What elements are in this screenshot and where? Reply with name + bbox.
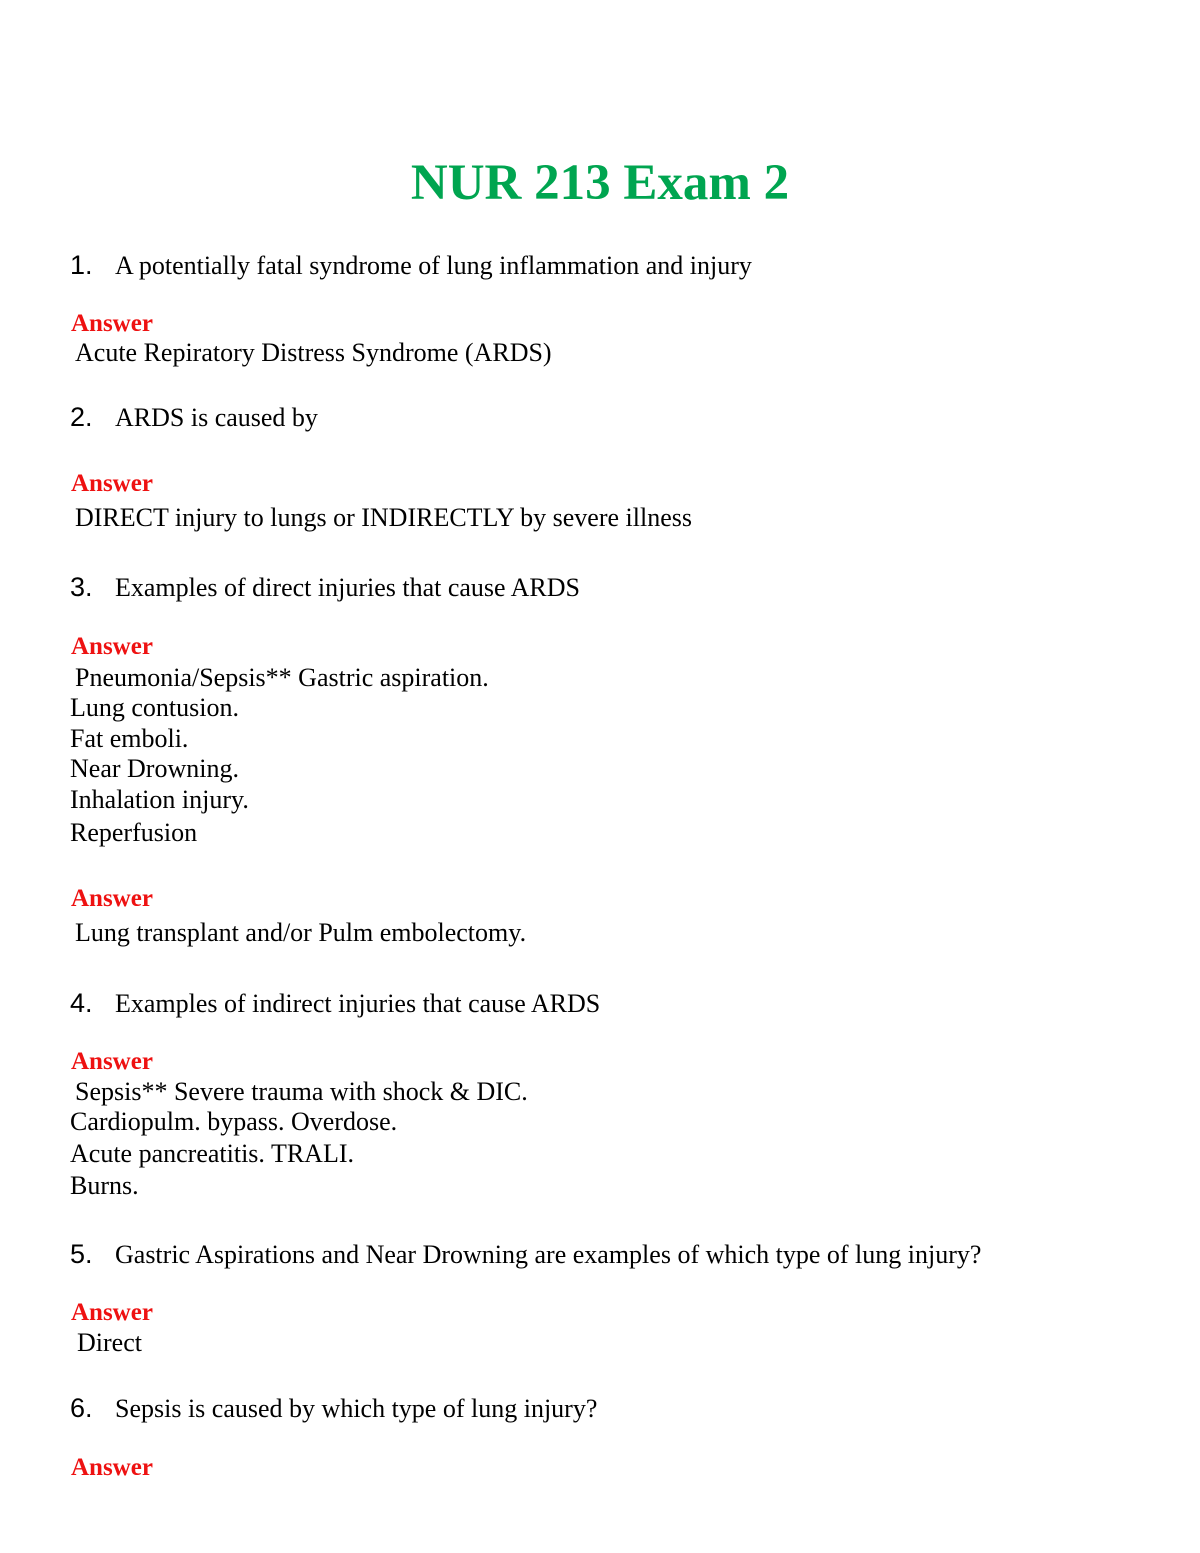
answer-text: Reperfusion (70, 818, 198, 847)
answer-label: Answer (71, 1048, 153, 1075)
answer-text: Cardiopulm. bypass. Overdose. (70, 1107, 398, 1136)
question-1 (70, 248, 752, 282)
answer-text: Lung transplant and/or Pulm embolectomy. (75, 918, 527, 947)
answer-label: Answer (71, 885, 153, 912)
answer-label: Answer (71, 310, 153, 337)
answer-text: Pneumonia/Sepsis** Gastric aspiration. (75, 663, 489, 692)
question-text: A potentially fatal syndrome of lung inflammation and injury (115, 251, 752, 280)
question-number: 3. (70, 572, 93, 602)
answer-label: Answer (71, 633, 153, 660)
question-number: 4. (70, 988, 93, 1018)
question-text: ARDS is caused by (115, 403, 318, 432)
question-text: Sepsis is caused by which type of lung injury? (115, 1394, 598, 1423)
question-text: Gastric Aspirations and Near Drowning are examples of which type of lung injury? (115, 1240, 982, 1269)
answer-text: Lung contusion. (70, 693, 239, 722)
answer-text: DIRECT injury to lungs or INDIRECTLY by severe illness (75, 503, 692, 532)
question-5 (70, 1237, 981, 1271)
question-4 (70, 986, 600, 1020)
question-text: Examples of direct injuries that cause ARDS (115, 573, 581, 602)
answer-label: Answer (71, 470, 153, 497)
question-2 (70, 400, 318, 434)
question-6 (70, 1391, 597, 1425)
document-title: NUR 213 Exam 2 (410, 155, 790, 211)
answer-text: Sepsis** Severe trauma with shock & DIC. (75, 1077, 528, 1106)
question-number: 6. (70, 1393, 93, 1423)
answer-text: Fat emboli. (70, 724, 189, 753)
answer-text: Near Drowning. (70, 754, 239, 783)
answer-text: Direct (77, 1328, 142, 1357)
question-number: 5. (70, 1239, 93, 1269)
answer-text: Acute Repiratory Distress Syndrome (ARDS) (75, 338, 552, 367)
question-number: 2. (70, 402, 93, 432)
answer-label: Answer (71, 1454, 153, 1481)
question-text: Examples of indirect injuries that cause ARDS (115, 989, 601, 1018)
question-number: 1. (70, 250, 93, 280)
answer-text: Acute pancreatitis. TRALI. (70, 1139, 354, 1168)
answer-text: Burns. (70, 1171, 139, 1200)
answer-text: Inhalation injury. (70, 785, 249, 814)
answer-label: Answer (71, 1299, 153, 1326)
question-3 (70, 570, 580, 604)
